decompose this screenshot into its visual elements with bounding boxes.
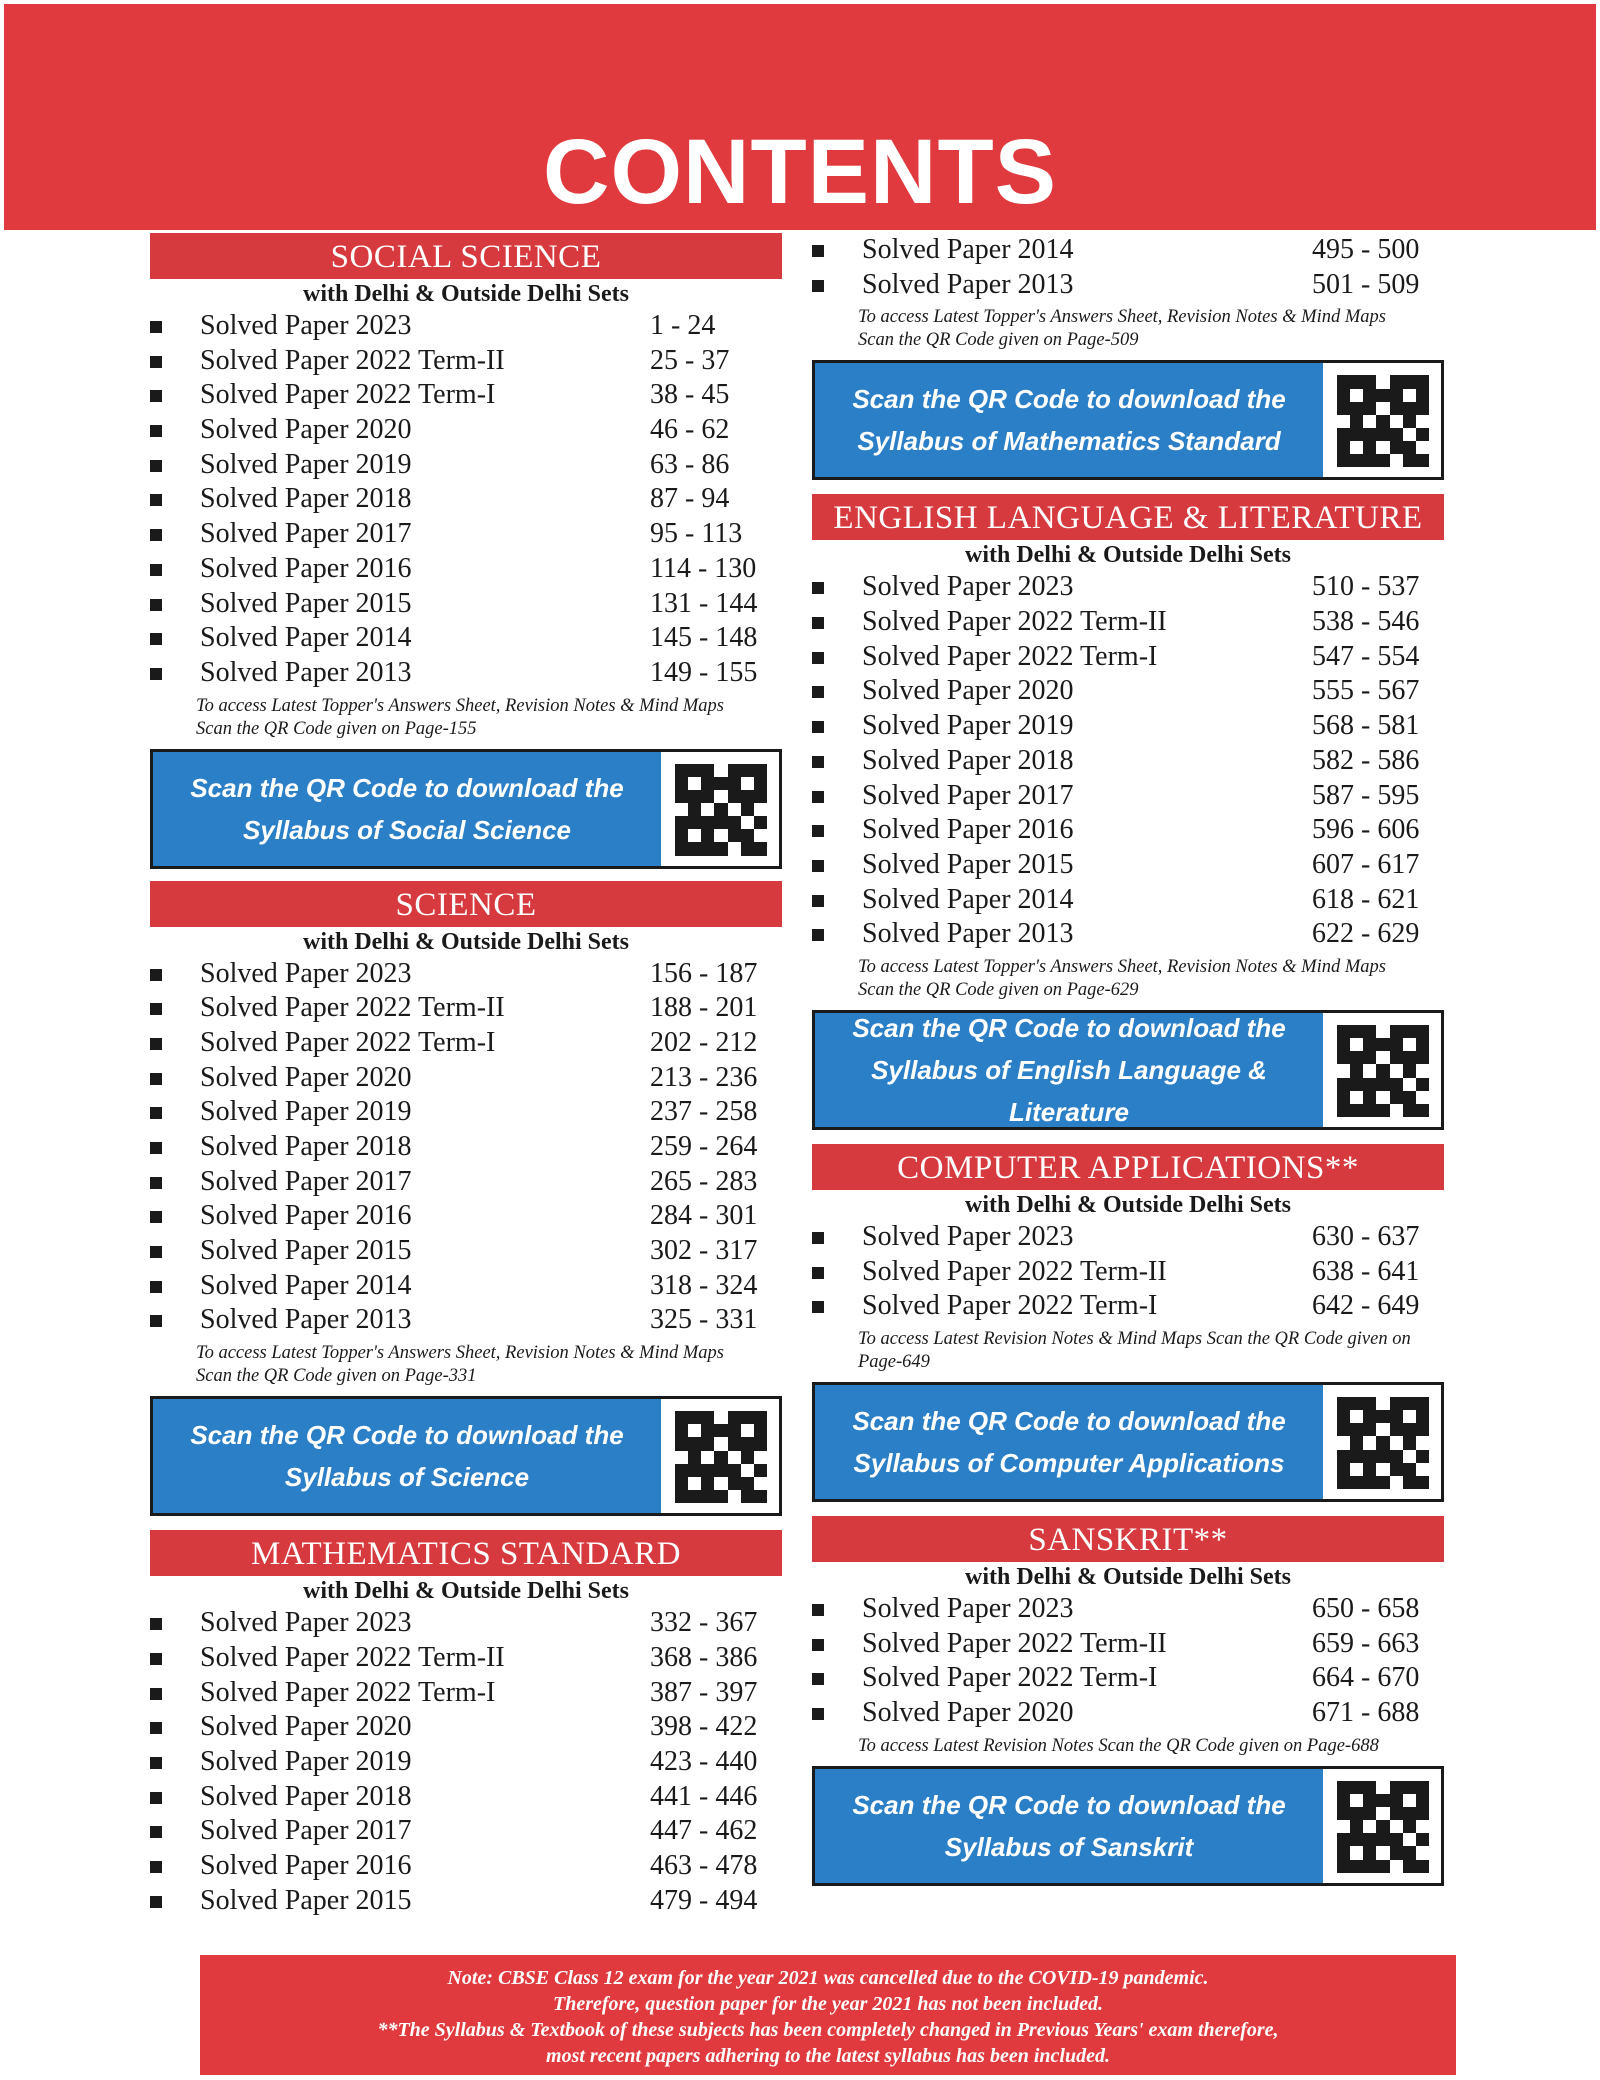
square-bullet-icon (150, 1757, 162, 1769)
entry-title: Solved Paper 2022 Term-I (200, 1026, 496, 1058)
entry-pages: 638 - 641 (1312, 1255, 1420, 1287)
access-note: To access Latest Topper's Answers Sheet, Revision Notes & Mind Maps Scan the QR Code given on Page-155 (196, 695, 724, 739)
section-subheading: with Delhi & Outside Delhi Sets (302, 281, 629, 307)
square-bullet-icon (812, 929, 824, 941)
square-bullet-icon (812, 1604, 824, 1616)
list-item (150, 1849, 790, 1884)
square-bullet-icon (150, 1826, 162, 1838)
entry-list (150, 309, 790, 691)
footer-line: Therefore, question paper for the year 2021 has not been included. (553, 1993, 1103, 2015)
qr-download-label: Scan the QR Code to download the Syllabus of English Language & Literature (815, 1013, 1323, 1127)
entry-title: Solved Paper 2014 (862, 234, 1074, 265)
entry-title: Solved Paper 2022 Term-I (200, 1676, 496, 1708)
list-item (812, 709, 1452, 744)
entry-list (150, 957, 790, 1339)
entry-title: Solved Paper 2013 (200, 656, 412, 688)
square-bullet-icon (150, 633, 162, 645)
list-item (812, 917, 1452, 952)
qr-code-icon[interactable] (1337, 1781, 1429, 1873)
square-bullet-icon (150, 425, 162, 437)
list-item (150, 378, 790, 413)
section-subheading: with Delhi & Outside Delhi Sets (964, 1191, 1291, 1218)
entry-title: Solved Paper 2019 (862, 710, 1074, 742)
list-item (150, 309, 790, 344)
footer-note (200, 1955, 1456, 2075)
square-bullet-icon (150, 1142, 162, 1154)
entry-pages: 302 - 317 (650, 1235, 758, 1267)
entry-pages: 387 - 397 (650, 1676, 758, 1708)
entry-pages: 650 - 658 (1312, 1593, 1420, 1624)
entry-title: Solved Paper 2014 (200, 1269, 412, 1301)
square-bullet-icon (150, 1107, 162, 1119)
square-bullet-icon (150, 1073, 162, 1085)
footer-line: **The Syllabus & Textbook of these subjects has been completely changed in Previous Years' exam therefore, (377, 2019, 1279, 2041)
entry-pages: 202 - 212 (650, 1026, 758, 1058)
section-subheading: with Delhi & Outside Delhi Sets (964, 1564, 1291, 1590)
entry-title: Solved Paper 2019 (200, 1745, 412, 1777)
square-bullet-icon (150, 1003, 162, 1015)
entry-pages: 642 - 649 (1312, 1290, 1420, 1322)
entry-title: Solved Paper 2022 Term-I (862, 1662, 1158, 1694)
entry-title: Solved Paper 2017 (200, 1165, 412, 1197)
entry-list (812, 233, 1452, 302)
qr-download-label: Scan the QR Code to download the Syllabus of Social Science (153, 752, 661, 866)
entry-title: Solved Paper 2022 Term-I (862, 1290, 1158, 1322)
square-bullet-icon (812, 860, 824, 872)
entry-pages: 501 - 509 (1312, 268, 1420, 300)
list-item (150, 1095, 790, 1130)
qr-download-box (812, 1766, 1444, 1886)
footer-line: Note: CBSE Class 12 exam for the year 2021 was cancelled due to the COVID-19 pandemic. (447, 1967, 1209, 1989)
square-bullet-icon (150, 599, 162, 611)
list-item (812, 674, 1452, 709)
square-bullet-icon (812, 756, 824, 768)
list-item (150, 1780, 790, 1815)
qr-download-label: Scan the QR Code to download the Syllabus of Sanskrit (815, 1769, 1323, 1883)
section-heading: ENGLISH LANGUAGE & LITERATURE (812, 494, 1444, 540)
entry-pages: 447 - 462 (650, 1815, 758, 1847)
qr-download-box (812, 1010, 1444, 1130)
list-item (150, 1745, 790, 1780)
list-item (150, 656, 790, 691)
list-item (812, 848, 1452, 883)
entry-title: Solved Paper 2015 (200, 1884, 412, 1916)
entry-pages: 630 - 637 (1312, 1220, 1420, 1252)
entry-title: Solved Paper 2019 (200, 448, 412, 480)
entry-title: Solved Paper 2017 (200, 518, 412, 550)
entry-title: Solved Paper 2023 (200, 1607, 412, 1639)
list-item (150, 1130, 790, 1165)
entry-title: Solved Paper 2018 (862, 744, 1074, 776)
footer-line: most recent papers adhering to the latest syllabus has been included. (546, 2045, 1110, 2067)
entry-pages: 318 - 324 (650, 1269, 758, 1301)
entry-title: Solved Paper 2022 Term-II (200, 344, 505, 376)
entry-pages: 538 - 546 (1312, 606, 1420, 638)
qr-code-icon[interactable] (675, 764, 767, 856)
entry-pages: 259 - 264 (650, 1131, 758, 1162)
entry-title: Solved Paper 2023 (200, 957, 412, 989)
entry-pages: 463 - 478 (650, 1849, 758, 1881)
section-subheading: with Delhi & Outside Delhi Sets (964, 542, 1291, 569)
square-bullet-icon (150, 1792, 162, 1804)
square-bullet-icon (150, 1618, 162, 1630)
section-heading: COMPUTER APPLICATIONS** (812, 1144, 1444, 1190)
list-item (150, 517, 790, 552)
square-bullet-icon (812, 686, 824, 698)
entry-pages: 145 - 148 (650, 622, 758, 654)
list-item (150, 1026, 790, 1061)
square-bullet-icon (150, 460, 162, 472)
square-bullet-icon (812, 280, 824, 292)
entry-pages: 332 - 367 (650, 1607, 758, 1639)
entry-pages: 149 - 155 (650, 656, 758, 688)
list-item (150, 1303, 790, 1338)
list-item (150, 1606, 790, 1641)
entry-pages: 213 - 236 (650, 1061, 758, 1093)
entry-title: Solved Paper 2023 (862, 1593, 1074, 1624)
entry-pages: 46 - 62 (650, 414, 730, 446)
entry-title: Solved Paper 2022 Term-II (862, 606, 1167, 638)
square-bullet-icon (150, 1211, 162, 1223)
qr-download-label: Scan the QR Code to download the Syllabus of Mathematics Standard (815, 363, 1323, 477)
entry-title: Solved Paper 2023 (862, 1220, 1074, 1252)
list-item (812, 640, 1452, 675)
list-item (150, 1884, 790, 1919)
entry-list (150, 1606, 790, 1918)
qr-download-box (812, 1382, 1444, 1502)
list-item (812, 233, 1452, 268)
entry-title: Solved Paper 2022 Term-II (862, 1627, 1167, 1659)
square-bullet-icon (812, 1673, 824, 1685)
entry-title: Solved Paper 2013 (200, 1304, 412, 1336)
square-bullet-icon (812, 617, 824, 629)
entry-title: Solved Paper 2016 (200, 552, 412, 584)
qr-download-box (150, 1396, 782, 1516)
square-bullet-icon (812, 245, 824, 257)
list-item (812, 1289, 1452, 1324)
section-subheading: with Delhi & Outside Delhi Sets (302, 928, 629, 955)
square-bullet-icon (150, 390, 162, 402)
entry-pages: 188 - 201 (650, 992, 758, 1024)
list-item (812, 813, 1452, 848)
section-heading: SCIENCE (150, 881, 782, 927)
square-bullet-icon (150, 1177, 162, 1189)
square-bullet-icon (150, 529, 162, 541)
entry-pages: 265 - 283 (650, 1165, 758, 1197)
qr-code-icon[interactable] (1337, 1397, 1429, 1489)
entry-list (812, 1592, 1452, 1731)
list-item (812, 779, 1452, 814)
square-bullet-icon (150, 1653, 162, 1665)
entry-title: Solved Paper 2016 (200, 1849, 412, 1881)
entry-pages: 622 - 629 (1312, 918, 1420, 950)
entry-pages: 284 - 301 (650, 1200, 758, 1232)
entry-pages: 25 - 37 (650, 344, 730, 376)
entry-pages: 582 - 586 (1312, 744, 1420, 776)
square-bullet-icon (150, 969, 162, 981)
entry-title: Solved Paper 2014 (862, 883, 1074, 915)
square-bullet-icon (150, 356, 162, 368)
entry-pages: 547 - 554 (1312, 640, 1420, 672)
entry-pages: 479 - 494 (650, 1884, 758, 1916)
square-bullet-icon (150, 668, 162, 680)
access-note: To access Latest Topper's Answers Sheet, Revision Notes & Mind Maps Scan the QR Code given on Page-509 (858, 307, 1386, 351)
square-bullet-icon (150, 1281, 162, 1293)
entry-pages: 368 - 386 (650, 1641, 758, 1673)
square-bullet-icon (150, 1861, 162, 1873)
entry-pages: 156 - 187 (650, 957, 758, 989)
qr-code-icon[interactable] (1337, 1025, 1429, 1117)
list-item (150, 552, 790, 587)
section (812, 494, 1452, 1130)
entry-pages: 325 - 331 (650, 1304, 758, 1336)
entry-title: Solved Paper 2017 (862, 779, 1074, 811)
list-item (812, 570, 1452, 605)
list-item (150, 1710, 790, 1745)
list-item (150, 1814, 790, 1849)
section-heading: MATHEMATICS STANDARD (150, 1530, 782, 1576)
entry-pages: 87 - 94 (650, 483, 730, 515)
entry-pages: 441 - 446 (650, 1780, 758, 1812)
list-item (150, 1641, 790, 1676)
access-note: To access Latest Revision Notes Scan the QR Code given on Page-688 (858, 1735, 1379, 1756)
square-bullet-icon (812, 1267, 824, 1279)
list-item (150, 1165, 790, 1200)
square-bullet-icon (812, 652, 824, 664)
entry-list (812, 1220, 1452, 1324)
section (150, 1530, 790, 1918)
qr-code-icon[interactable] (1337, 375, 1429, 467)
list-item (150, 482, 790, 517)
entry-title: Solved Paper 2022 Term-II (862, 1255, 1167, 1287)
qr-download-label: Scan the QR Code to download the Syllabus of Science (153, 1399, 661, 1513)
entry-pages: 38 - 45 (650, 379, 730, 411)
left-column (150, 233, 790, 1918)
entry-title: Solved Paper 2013 (862, 268, 1074, 300)
entry-title: Solved Paper 2014 (200, 622, 412, 654)
list-item (812, 1696, 1452, 1731)
list-item (150, 1234, 790, 1269)
entry-title: Solved Paper 2018 (200, 1131, 412, 1162)
list-item (150, 344, 790, 379)
square-bullet-icon (150, 1246, 162, 1258)
entry-title: Solved Paper 2023 (862, 571, 1074, 603)
entry-title: Solved Paper 2023 (200, 310, 412, 341)
list-item (812, 883, 1452, 918)
section (150, 881, 790, 1517)
square-bullet-icon (150, 1315, 162, 1327)
entry-title: Solved Paper 2015 (200, 587, 412, 619)
list-item (150, 413, 790, 448)
section (150, 233, 790, 869)
qr-code-icon[interactable] (675, 1411, 767, 1503)
entry-title: Solved Paper 2020 (862, 675, 1074, 707)
entry-pages: 587 - 595 (1312, 779, 1420, 811)
right-column (812, 233, 1452, 1886)
entry-title: Solved Paper 2019 (200, 1096, 412, 1128)
entry-title: Solved Paper 2016 (200, 1200, 412, 1232)
list-item (812, 268, 1452, 303)
list-item (150, 1061, 790, 1096)
square-bullet-icon (812, 721, 824, 733)
list-item (150, 587, 790, 622)
access-note: To access Latest Revision Notes & Mind Maps Scan the QR Code given on Page-649 (858, 1329, 1411, 1372)
entry-title: Solved Paper 2022 Term-I (200, 379, 496, 411)
square-bullet-icon (812, 791, 824, 803)
list-item (150, 1676, 790, 1711)
square-bullet-icon (812, 1708, 824, 1720)
square-bullet-icon (150, 1688, 162, 1700)
qr-download-label: Scan the QR Code to download the Syllabus of Computer Applications (815, 1385, 1323, 1499)
entry-pages: 664 - 670 (1312, 1662, 1420, 1694)
entry-pages: 63 - 86 (650, 448, 730, 480)
entry-pages: 671 - 688 (1312, 1697, 1420, 1729)
entry-title: Solved Paper 2013 (862, 918, 1074, 950)
list-item (812, 1220, 1452, 1255)
square-bullet-icon (150, 1038, 162, 1050)
square-bullet-icon (812, 1232, 824, 1244)
square-bullet-icon (812, 825, 824, 837)
square-bullet-icon (812, 582, 824, 594)
entry-title: Solved Paper 2022 Term-I (862, 640, 1158, 672)
list-item (150, 957, 790, 992)
square-bullet-icon (812, 895, 824, 907)
entry-pages: 568 - 581 (1312, 710, 1420, 742)
square-bullet-icon (812, 1639, 824, 1651)
access-note: To access Latest Topper's Answers Sheet, Revision Notes & Mind Maps Scan the QR Code given on Page-629 (858, 956, 1386, 1000)
entry-pages: 510 - 537 (1312, 571, 1420, 603)
entry-title: Solved Paper 2020 (200, 414, 412, 446)
entry-title: Solved Paper 2022 Term-II (200, 1641, 505, 1673)
qr-download-box (150, 749, 782, 869)
list-item (150, 448, 790, 483)
entry-title: Solved Paper 2015 (200, 1235, 412, 1267)
entry-list (812, 570, 1452, 952)
section-heading: SANSKRIT** (812, 1516, 1444, 1562)
entry-pages: 618 - 621 (1312, 883, 1420, 915)
entry-pages: 495 - 500 (1312, 234, 1420, 265)
entry-title: Solved Paper 2020 (200, 1711, 412, 1743)
list-item (150, 1269, 790, 1304)
section (812, 233, 1452, 480)
list-item (812, 1661, 1452, 1696)
entry-pages: 237 - 258 (650, 1096, 758, 1128)
list-item (150, 621, 790, 656)
entry-pages: 596 - 606 (1312, 814, 1420, 846)
entry-title: Solved Paper 2018 (200, 1780, 412, 1812)
entry-pages: 1 - 24 (650, 310, 716, 341)
list-item (812, 1255, 1452, 1290)
entry-pages: 114 - 130 (650, 552, 757, 584)
entry-title: Solved Paper 2017 (200, 1815, 412, 1847)
entry-title: Solved Paper 2020 (200, 1061, 412, 1093)
entry-pages: 398 - 422 (650, 1711, 758, 1743)
entry-pages: 131 - 144 (650, 587, 758, 619)
section (812, 1516, 1452, 1886)
list-item (812, 744, 1452, 779)
square-bullet-icon (150, 494, 162, 506)
section (812, 1144, 1452, 1502)
qr-download-box (812, 360, 1444, 480)
section-heading: SOCIAL SCIENCE (150, 233, 782, 279)
square-bullet-icon (150, 1722, 162, 1734)
square-bullet-icon (812, 1301, 824, 1313)
access-note: To access Latest Topper's Answers Sheet, Revision Notes & Mind Maps Scan the QR Code given on Page-331 (196, 1343, 724, 1387)
list-item (150, 1199, 790, 1234)
entry-pages: 95 - 113 (650, 518, 743, 550)
list-item (812, 605, 1452, 640)
page-title: CONTENTS (543, 121, 1057, 223)
entry-pages: 659 - 663 (1312, 1627, 1420, 1659)
entry-title: Solved Paper 2016 (862, 814, 1074, 846)
section-subheading: with Delhi & Outside Delhi Sets (302, 1578, 629, 1605)
list-item (812, 1592, 1452, 1627)
square-bullet-icon (150, 564, 162, 576)
entry-title: Solved Paper 2015 (862, 848, 1074, 880)
contents-banner (4, 4, 1596, 230)
square-bullet-icon (150, 321, 162, 333)
entry-title: Solved Paper 2018 (200, 483, 412, 515)
entry-pages: 555 - 567 (1312, 675, 1420, 707)
entry-title: Solved Paper 2022 Term-II (200, 992, 505, 1024)
entry-title: Solved Paper 2020 (862, 1697, 1074, 1729)
list-item (812, 1627, 1452, 1662)
entry-pages: 607 - 617 (1312, 848, 1420, 880)
list-item (150, 991, 790, 1026)
square-bullet-icon (150, 1896, 162, 1908)
entry-pages: 423 - 440 (650, 1745, 758, 1777)
